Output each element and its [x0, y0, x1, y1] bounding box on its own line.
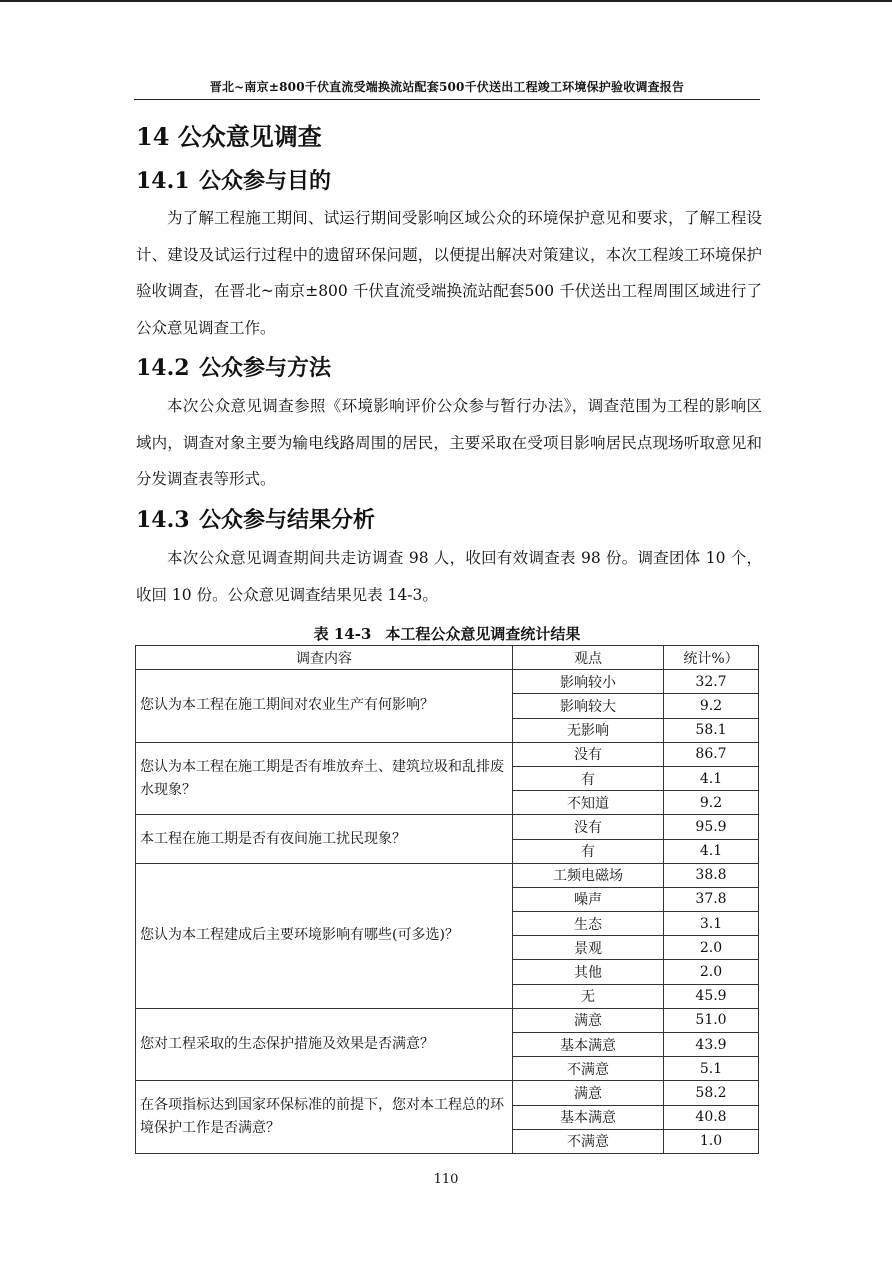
question-cell: 您认为本工程在施工期间对农业生产有何影响？ — [136, 670, 513, 743]
percentage-cell: 38.8 — [664, 863, 759, 887]
percentage-cell: 1.0 — [664, 1129, 759, 1153]
section-title: 公众参与目的 — [199, 168, 332, 194]
question-cell: 本工程在施工期是否有夜间施工扰民现象？ — [136, 815, 513, 863]
question-cell: 您对工程采取的生态保护措施及效果是否满意？ — [136, 1008, 513, 1081]
section-heading-14-2 — [136, 351, 331, 382]
table-row — [136, 863, 759, 887]
section-number: 14.3 — [136, 507, 190, 533]
opinion-cell: 不知道 — [513, 791, 664, 815]
section-paragraph-14-1: 为了解工程施工期间、试运行期间受影响区域公众的环境保护意见和要求，了解工程设计、建设及试运行过程中的遗留环保问题，以便提出解决对策建议，本次工程竣工环境保护验收调查，在晋北~南京±800 千伏直流受端换流站配套500 千伏送出工程周围区域进行了公众意见调查工作。 — [136, 209, 762, 337]
page-top-border — [0, 0, 892, 2]
section-heading-14-1 — [136, 164, 331, 195]
percentage-cell: 45.9 — [664, 984, 759, 1008]
opinion-cell: 影响较大 — [513, 694, 664, 718]
table-row — [136, 815, 759, 839]
header-opinion: 观点 — [513, 646, 664, 670]
opinion-cell: 不满意 — [513, 1057, 664, 1081]
percentage-cell: 95.9 — [664, 815, 759, 839]
section-title: 公众参与结果分析 — [199, 507, 376, 533]
opinion-cell: 没有 — [513, 815, 664, 839]
table-row — [136, 1008, 759, 1032]
percentage-cell: 3.1 — [664, 912, 759, 936]
opinion-cell: 基本满意 — [513, 1105, 664, 1129]
percentage-cell: 4.1 — [664, 839, 759, 863]
percentage-cell: 5.1 — [664, 1057, 759, 1081]
opinion-cell: 生态 — [513, 912, 664, 936]
percentage-cell: 37.8 — [664, 887, 759, 911]
opinion-cell: 有 — [513, 766, 664, 790]
percentage-cell: 40.8 — [664, 1105, 759, 1129]
percentage-cell: 9.2 — [664, 694, 759, 718]
table-number: 表 14-3 — [313, 625, 372, 643]
table-body — [136, 670, 759, 1154]
percentage-cell: 58.2 — [664, 1081, 759, 1105]
question-cell: 您认为本工程在施工期是否有堆放弃土、建筑垃圾和乱排废水现象？ — [136, 742, 513, 815]
section-number: 14.1 — [136, 168, 190, 194]
header-survey-content: 调查内容 — [136, 646, 513, 670]
opinion-cell: 有 — [513, 839, 664, 863]
section-title: 公众参与方法 — [199, 355, 332, 381]
question-cell: 您认为本工程建成后主要环境影响有哪些(可多选)？ — [136, 863, 513, 1008]
opinion-cell: 无影响 — [513, 718, 664, 742]
opinion-cell: 影响较小 — [513, 670, 664, 694]
percentage-cell: 51.0 — [664, 1008, 759, 1032]
percentage-cell: 4.1 — [664, 766, 759, 790]
section-heading-14-3 — [136, 503, 375, 534]
opinion-cell: 景观 — [513, 936, 664, 960]
table-caption — [136, 623, 758, 644]
table-header-row — [136, 646, 759, 670]
running-header: 晋北~南京±800千伏直流受端换流站配套500千伏送出工程竣工环境保护验收调查报告 — [209, 80, 685, 94]
percentage-cell: 86.7 — [664, 742, 759, 766]
percentage-cell: 2.0 — [664, 936, 759, 960]
header-rule — [134, 99, 760, 100]
table-row — [136, 742, 759, 766]
section-paragraph-14-3: 本次公众意见调查期间共走访调查 98 人，收回有效调查表 98 份。调查团体 10 个，收回 10 份。公众意见调查结果见表 14-3。 — [136, 549, 762, 604]
header-statistic: 统计%） — [664, 646, 759, 670]
page-number: 110 — [433, 1172, 459, 1187]
opinion-cell: 基本满意 — [513, 1033, 664, 1057]
table-row — [136, 1081, 759, 1105]
opinion-cell: 其他 — [513, 960, 664, 984]
percentage-cell: 58.1 — [664, 718, 759, 742]
opinion-cell: 没有 — [513, 742, 664, 766]
opinion-cell: 不满意 — [513, 1129, 664, 1153]
opinion-cell: 噪声 — [513, 887, 664, 911]
chapter-title: 14 公众意见调查 — [136, 122, 322, 151]
opinion-cell: 满意 — [513, 1008, 664, 1032]
opinion-cell: 工频电磁场 — [513, 863, 664, 887]
table-title: 本工程公众意见调查统计结果 — [385, 625, 581, 643]
question-cell: 在各项指标达到国家环保标准的前提下，您对本工程总的环境保护工作是否满意？ — [136, 1081, 513, 1154]
percentage-cell: 32.7 — [664, 670, 759, 694]
section-paragraph-14-2: 本次公众意见调查参照《环境影响评价公众参与暂行办法》，调查范围为工程的影响区域内，调查对象主要为输电线路周围的居民，主要采取在受项目影响居民点现场听取意见和分发调查表等形式。 — [136, 397, 762, 488]
table-row — [136, 670, 759, 694]
section-number: 14.2 — [136, 355, 190, 381]
survey-results-table — [135, 645, 759, 1154]
percentage-cell: 43.9 — [664, 1033, 759, 1057]
opinion-cell: 满意 — [513, 1081, 664, 1105]
percentage-cell: 2.0 — [664, 960, 759, 984]
opinion-cell: 无 — [513, 984, 664, 1008]
percentage-cell: 9.2 — [664, 791, 759, 815]
